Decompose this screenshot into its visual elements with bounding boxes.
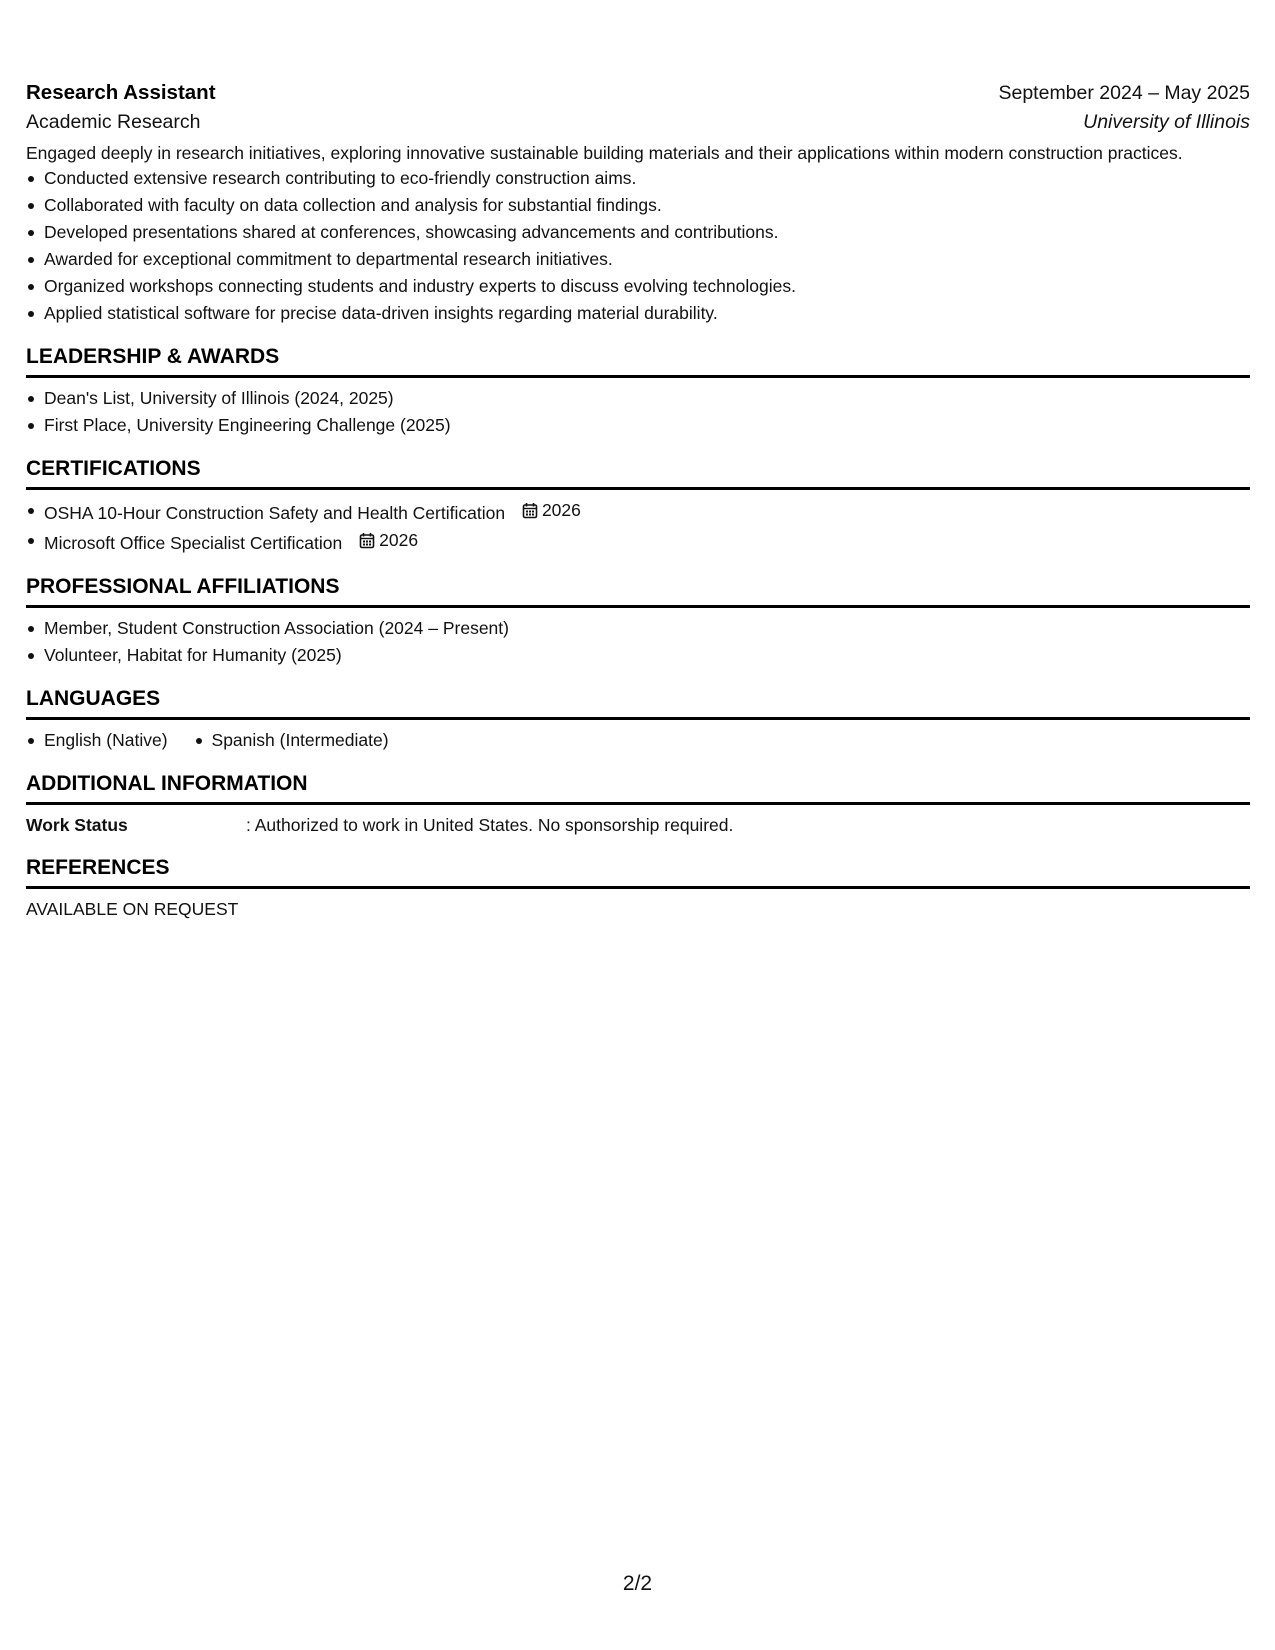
job-bullet: Developed presentations shared at conferences, showcasing advancements and contributions.: [26, 219, 1250, 246]
leadership-list: [26, 385, 1250, 439]
job-header: [26, 76, 1250, 110]
certification-year: 2026: [541, 500, 581, 520]
job-summary: Engaged deeply in research initiatives, exploring innovative sustainable building materials and their applications within modern construction practices.: [26, 143, 1183, 163]
leadership-item: Dean's List, University of Illinois (2024, 2025): [26, 385, 1250, 412]
certification-year: 2026: [379, 530, 419, 550]
job-department: Academic Research: [26, 111, 201, 133]
affiliations-list: [26, 615, 1250, 669]
references-text: AVAILABLE ON REQUEST: [26, 899, 239, 919]
language-item: English (Native): [26, 727, 168, 754]
section-heading: CERTIFICATIONS: [26, 453, 1250, 490]
job-title: Research Assistant: [26, 81, 216, 104]
additional-info-section: [26, 768, 1250, 838]
page-number: 2/2: [622, 1572, 653, 1595]
references-section: [26, 852, 1250, 922]
leadership-item: First Place, University Engineering Challenge (2025): [26, 412, 1250, 439]
certification-item: [26, 527, 1250, 557]
job-dates: September 2024 – May 2025: [998, 82, 1250, 104]
certification-date: [522, 497, 581, 524]
job-bullet: Collaborated with faculty on data collection and analysis for substantial findings.: [26, 192, 1250, 219]
certifications-list: [26, 497, 1250, 557]
certification-date: [359, 527, 418, 554]
section-heading: LEADERSHIP & AWARDS: [26, 341, 1250, 378]
languages-list: [26, 727, 1250, 754]
calendar-icon: [522, 502, 538, 519]
language-item: Spanish (Intermediate): [194, 727, 389, 754]
job-bullet: Organized workshops connecting students and industry experts to discuss evolving technologies.: [26, 273, 1250, 300]
certification-name: Microsoft Office Specialist Certification: [44, 533, 343, 553]
certification-name: OSHA 10-Hour Construction Safety and Health Certification: [44, 503, 506, 523]
job-subheader: [26, 107, 1250, 137]
job-bullet: Applied statistical software for precise data-driven insights regarding material durability.: [26, 300, 1250, 327]
section-heading: ADDITIONAL INFORMATION: [26, 768, 1250, 805]
affiliation-item: Volunteer, Habitat for Humanity (2025): [26, 642, 1250, 669]
section-heading: PROFESSIONAL AFFILIATIONS: [26, 571, 1250, 608]
info-row: [26, 812, 1250, 838]
leadership-section: [26, 341, 1250, 439]
job-organization: University of Illinois: [1083, 111, 1250, 133]
section-heading: LANGUAGES: [26, 683, 1250, 720]
info-key: Work Status: [26, 815, 128, 835]
affiliation-item: Member, Student Construction Association (2024 – Present): [26, 615, 1250, 642]
experience-entry: [26, 76, 1250, 327]
resume-page: [26, 76, 1250, 922]
job-bullet: Conducted extensive research contributing to eco-friendly construction aims.: [26, 165, 1250, 192]
languages-section: [26, 683, 1250, 754]
certifications-section: [26, 453, 1250, 557]
section-heading: REFERENCES: [26, 852, 1250, 889]
info-value: : Authorized to work in United States. No sponsorship required.: [246, 815, 734, 835]
job-bullet: Awarded for exceptional commitment to departmental research initiatives.: [26, 246, 1250, 273]
job-bullet-list: [26, 165, 1250, 327]
certification-item: [26, 497, 1250, 527]
calendar-icon: [359, 532, 375, 549]
affiliations-section: [26, 571, 1250, 669]
